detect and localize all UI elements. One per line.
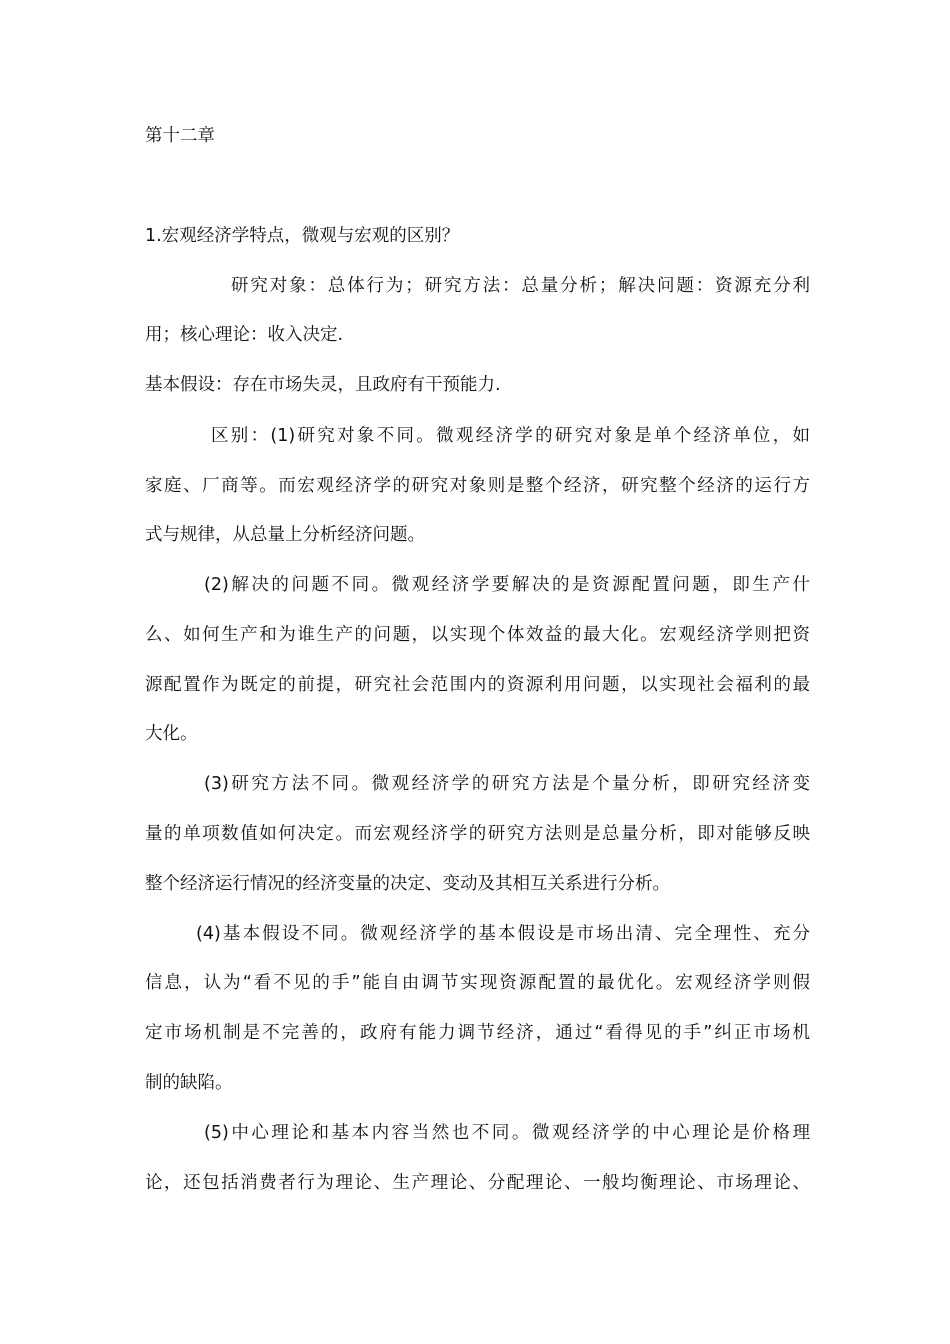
text-line: 量的单项数值如何决定。而宏观经济学的研究方法则是总量分析，即对能够反映	[145, 824, 810, 844]
text-line: (5)中心理论和基本内容当然也不同。微观经济学的中心理论是价格理	[204, 1123, 810, 1143]
text-line: 么、如何生产和为谁生产的问题，以实现个体效益的最大化。宏观经济学则把资	[145, 625, 810, 645]
text-line: 研究对象：总体行为；研究方法：总量分析；解决问题：资源充分利	[231, 276, 810, 296]
text-line: 大化。	[145, 724, 198, 744]
text-line: (3)研究方法不同。微观经济学的研究方法是个量分析，即研究经济变	[204, 774, 810, 794]
text-line: 整个经济运行情况的经济变量的决定、变动及其相互关系进行分析。	[145, 874, 670, 894]
text-line: 论，还包括消费者行为理论、生产理论、分配理论、一般均衡理论、市场理论、	[145, 1173, 810, 1193]
text-line: 式与规律，从总量上分析经济问题。	[145, 525, 425, 545]
text-line: 定市场机制是不完善的，政府有能力调节经济，通过“看得见的手”纠正市场机	[145, 1023, 810, 1043]
text-line: 源配置作为既定的前提，研究社会范围内的资源利用问题，以实现社会福利的最	[145, 675, 810, 695]
question-heading: 1.宏观经济学特点，微观与宏观的区别？	[145, 226, 460, 246]
text-line: 基本假设：存在市场失灵，且政府有干预能力.	[145, 375, 501, 395]
text-line: 家庭、厂商等。而宏观经济学的研究对象则是整个经济，研究整个经济的运行方	[145, 476, 810, 496]
text-line: 制的缺陷。	[145, 1073, 233, 1093]
text-line: (2)解决的问题不同。微观经济学要解决的是资源配置问题，即生产什	[204, 575, 810, 595]
text-line: 用；核心理论：收入决定.	[145, 325, 344, 345]
text-line: (4)基本假设不同。微观经济学的基本假设是市场出清、完全理性、充分	[196, 924, 810, 944]
text-line: 区别：(1)研究对象不同。微观经济学的研究对象是单个经济单位，如	[211, 426, 810, 446]
text-line: 信息，认为“看不见的手”能自由调节实现资源配置的最优化。宏观经济学则假	[145, 973, 810, 993]
chapter-title: 第十二章	[145, 126, 215, 146]
